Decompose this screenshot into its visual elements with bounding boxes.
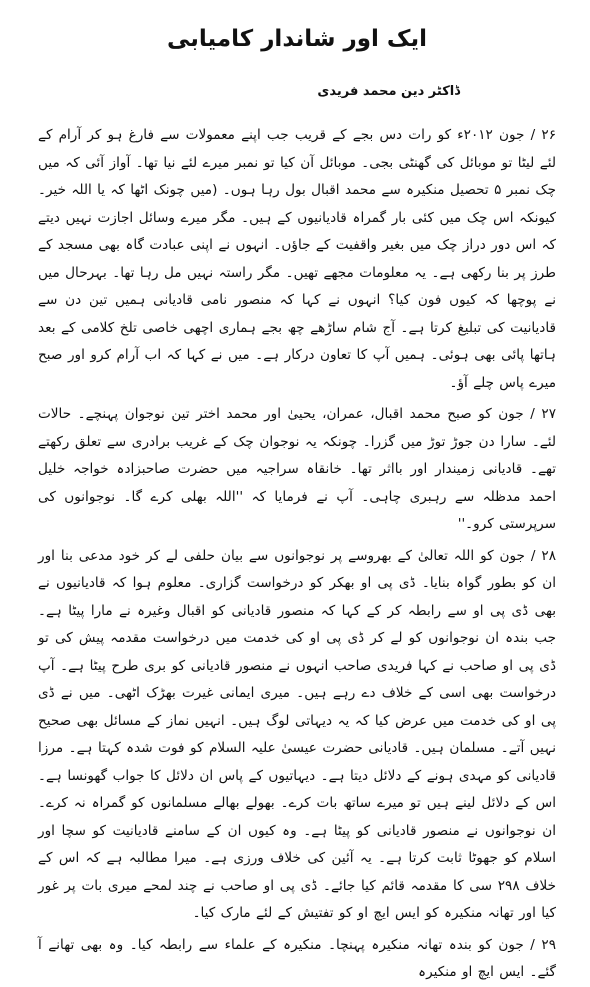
paragraph-june-28: ۲۸ / جون کو اللہ تعالیٰ کے بھروسے پر نوجوانوں سے بیان حلفی لے کر خود مدعی بنا اور ان کو بطور گواہ بنایا۔ ڈی پی او بھکر کو درخواست گزاری۔ معلوم ہوا کہ قادیانیوں نے بھی ڈی پی او سے رابطہ کر کے کہا کہ منصور قادیانی کو اقبال وغیرہ نے مارا پیٹا ہے۔ جب بندہ ان نوجوانوں کو لے کر ڈی پی او کی خدمت میں درخواست مقدمہ پیش کی تو ڈی پی او صاحب نے کہا فریدی صاحب انہوں نے منصور قادیانی کو بری طرح پیٹا ہے۔ آپ درخواست بھی اسی کے خلاف دے رہے ہیں۔ میری ایمانی غیرت بھڑک اٹھی۔ میں نے ڈی پی او کی خدمت میں عرض کیا کہ یہ دیہاتی لوگ ہیں۔ انہیں نماز کے مسائل بھی صحیح نہیں آتے۔ مسلمان ہیں۔ قادیانی حضرت عیسیٰ علیہ السلام کو فوت شدہ کہتا ہے۔ مرزا قادیانی کو مہدی ہونے کے دلائل دیتا ہے۔ دیہاتیوں کے پاس ان دلائل کا جواب گھونسا ہے۔ اس کے دلائل لینے ہیں تو میرے ساتھ بات کرے۔ بھولے بھالے مسلمانوں کو گمراہ نہ کرے۔ ان نوجوانوں نے منصور قادیانی کو پیٹا ہے۔ وہ کیوں ان کے سامنے قادیانیت کو سچا اور اسلام کو جھوٹا ثابت کرتا ہے۔ یہ آئین کی خلاف ورزی ہے۔ میرا مطالبہ ہے کہ اس کے خلاف ۲۹۸ سی کا مقدمہ قائم کیا جائے۔ ڈی پی او صاحب نے چند لمحے میری بات پر غور کیا اور تھانہ منکیرہ کو ایس ایچ او کو تفتیش کے لئے مارک کیا۔	[38, 547, 556, 921]
paragraph-june-27: ۲۷ / جون کو صبح محمد اقبال، عمران، یحییٰ اور محمد اختر تین نوجوان پہنچے۔ حالات لئے۔ سارا دن جوڑ توڑ میں گزرا۔ چونکہ یہ نوجوان چک کے غریب برادری سے تعلق رکھتے تھے۔ قادیانی زمیندار اور بااثر تھا۔ خانقاہ سراجیہ میں حضرت صاحبزادہ خواجہ خلیل احمد مدظلہ سے رہبری چاہی۔ آپ نے فرمایا کہ ''اللہ بھلی کرے گا۔ نوجوانوں کی سرپرستی کرو۔''	[38, 406, 556, 532]
paragraph-june-29: ۲۹ / جون کو بندہ تھانہ منکیرہ پہنچا۔ منکیرہ کے علماء سے رابطہ کیا۔ وہ بھی تھانے آ گئے۔ ایس ایچ او منکیرہ	[38, 936, 556, 980]
article-title: ایک اور شاندار کامیابی	[167, 26, 427, 52]
author-name: ڈاکٹر دین محمد فریدی	[317, 84, 460, 99]
paragraph-june-26: ۲۶ / جون ۲۰۱۲ء کو رات دس بجے کے قریب جب اپنے معمولات سے فارغ ہو کر آرام کے لئے لیٹا تو موبائل کی گھنٹی بجی۔ موبائل آن کیا تو نمبر میرے لئے نیا تھا۔ آواز آئی کہ میں چک نمبر ۵ تحصیل منکیرہ سے محمد اقبال بول رہا ہوں۔ (میں چونک اٹھا کہ یا اللہ خیر۔ کیونکہ اس چک میں کئی بار گمراہ قادیانیوں کے ہیں۔ مگر میرے وسائل اجازت نہیں دیتے کہ اس دور دراز چک میں بغیر واقفیت کے جاؤں۔ انہوں نے اپنی عبادت گاہ بھی مسجد کے طرز پر بنا رکھی ہے۔ یہ معلومات مجھے تھیں۔ مگر راستہ نہیں مل رہا تھا۔ بہرحال میں نے پوچھا کہ کیوں فون کیا؟ انہوں نے کہا کہ منصور نامی قادیانی ہمیں تین دن سے قادیانیت کی تبلیغ کرتا ہے۔ آج شام ساڑھے چھ بجے ہماری اچھی خاصی تلخ کلامی کے بعد ہاتھا پائی بھی ہوئی۔ ہمیں آپ کا تعاون درکار ہے۔ میں نے کہا کہ اب آرام کرو اور صبح میرے پاس چلے آؤ۔	[38, 127, 556, 391]
